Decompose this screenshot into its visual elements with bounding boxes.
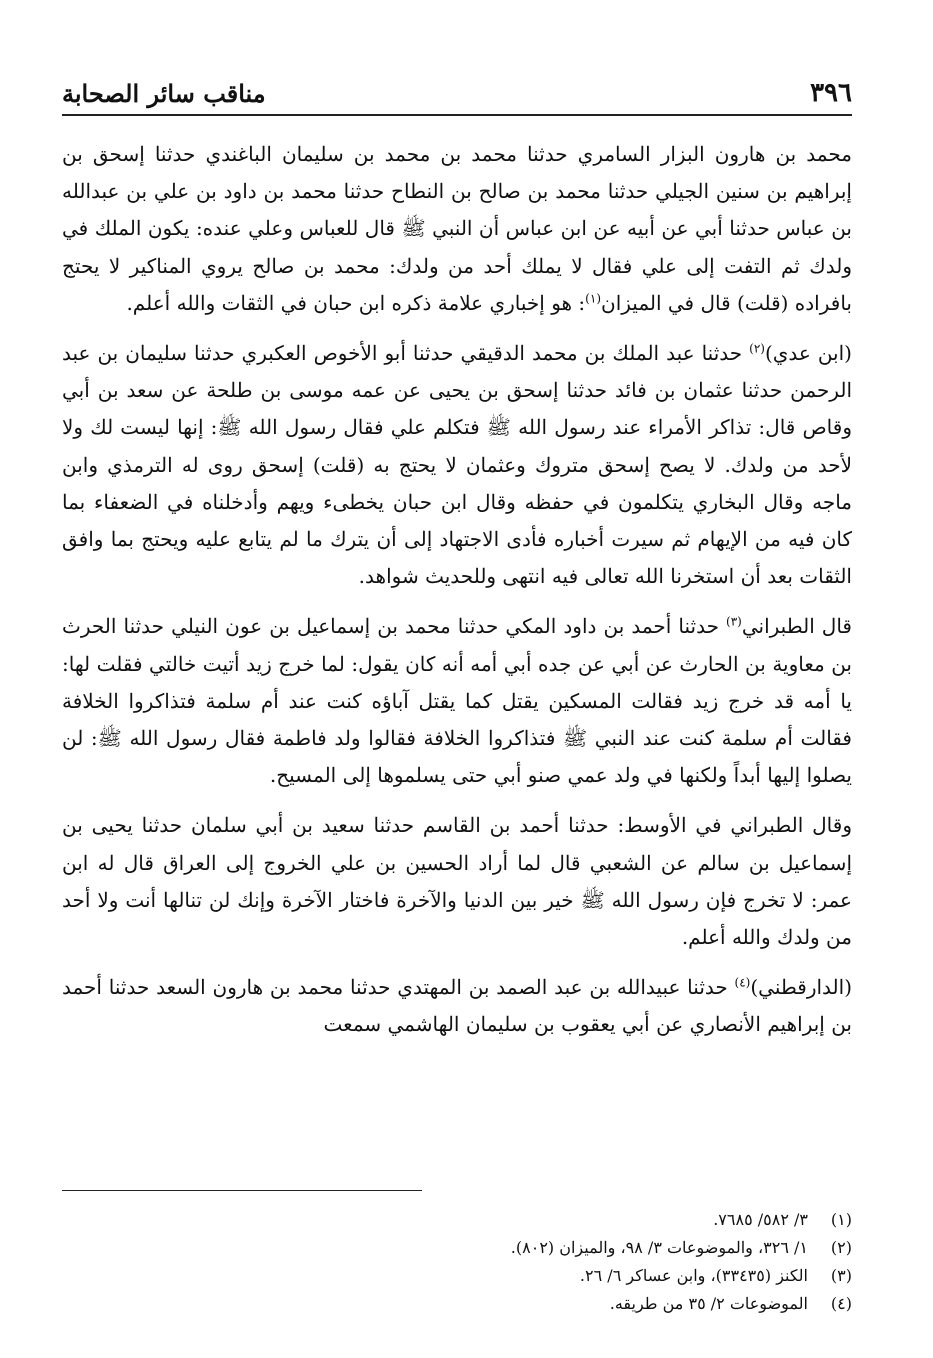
- page-number: ٣٩٦: [810, 78, 852, 108]
- running-title: مناقب سائر الصحابة: [62, 79, 266, 108]
- footnote: [62, 1206, 852, 1234]
- paragraph-text: حدثنا عبيدالله بن عبد الصمد بن المهتدي حدثنا محمد بن هارون السعد حدثنا أحمد بن إبراهيم الأنصاري عن أبي يعقوب بن سليمان الهاشمي سمعت: [62, 975, 852, 1037]
- paragraph: [62, 335, 852, 595]
- paragraph: [62, 807, 852, 956]
- footnote: [62, 1234, 852, 1262]
- paragraph-text: حدثنا أحمد بن داود المكي حدثنا محمد بن إسماعيل بن عون النيلي حدثنا الحرث بن معاوية بن الحارث عن أبي عن جده أبي أمه أنه كان يقول: لما خرج زيد أتيت خالتي فقلت لها: يا أمه قد خرج زيد فقالت المسكين يقتل كما يقتل آباؤه كنت عند أم سلمة فتذاكروا الخلافة فقالت أم سلمة كنت عند النبي ﷺ فتذاكروا الخلافة فقالوا ولد فاطمة فقال رسول الله ﷺ: لن يصلوا إليها أبداً ولكنها في ولد عمي صنو أبي حتى يسلموها إلى المسيح.: [62, 614, 853, 788]
- main-text: [62, 136, 852, 1044]
- paragraph-text: : هو إخباري علامة ذكره ابن حبان في الثقات والله أعلم.: [126, 290, 586, 315]
- footnote-ref: (٤): [734, 975, 751, 990]
- paragraph-text: وقال الطبراني في الأوسط: حدثنا أحمد بن القاسم حدثنا سعيد بن أبي سلمان حدثنا يحيى بن إسماعيل بن سالم عن الشعبي قال لما أراد الحسين بن علي الخروج إلى العراق قال له ابن عمر: لا تخرج فإن رسول الله ﷺ خير بين الدنيا والآخرة فاختار الآخرة وإنك لن تنالها أنت ولا أحد من ولدك والله أعلم.: [62, 813, 852, 950]
- paragraph-text: قال الطبراني: [741, 614, 852, 639]
- footnote: [62, 1290, 852, 1318]
- footnote-text: الكنز (٣٣٤٣٥)، وابن عساكر ٦/ ٢٦.: [579, 1266, 808, 1285]
- footnote-divider: [62, 1190, 422, 1191]
- footnote-ref: (٢): [749, 341, 765, 356]
- book-page: [62, 72, 853, 1313]
- footnote-number: (٣): [830, 1266, 852, 1285]
- paragraph-text: (ابن عدي): [764, 341, 852, 366]
- footnote: [62, 1262, 852, 1290]
- footnote-number: (٤): [830, 1294, 852, 1313]
- paragraph-text: محمد بن هارون البزار السامري حدثنا محمد بن محمد بن سليمان الباغندي حدثنا إسحق بن إبراهيم بن سنين الجيلي حدثنا محمد بن صالح بن النطاح حدثنا محمد بن داود بن علي بن عبدالله بن عباس حدثنا أبي عن أبيه عن ابن عباس أن النبي ﷺ قال للعباس وعلي عنده: يكون الملك في ولدك ثم التفت إلى علي فقال لا يملك أحد من ولدك: محمد بن صالح يروي المناكير لا يحتج بافراده (قلت) قال في الميزان: [62, 142, 852, 315]
- paragraph-text: (الدارقطني): [750, 975, 852, 1000]
- footnote-number: (١): [830, 1210, 852, 1229]
- footnote-text: الموضوعات ٢/ ٣٥ من طريقه.: [609, 1294, 808, 1313]
- footnote-number: (٢): [830, 1238, 852, 1257]
- paragraph: [62, 969, 852, 1043]
- footnote-text: ١/ ٣٢٦، والموضوعات ٣/ ٩٨، والميزان (٨٠٢).: [510, 1238, 808, 1257]
- paragraph-text: حدثنا عبد الملك بن محمد الدقيقي حدثنا أبو الأخوص العكبري حدثنا سليمان بن عبد الرحمن حدثنا عثمان بن فائد حدثنا إسحق بن يحيى عن عمه موسى بن طلحة عن سعد بن أبي وقاص قال: تذاكر الأمراء عند رسول الله ﷺ فتكلم علي فقال رسول الله ﷺ: إنها ليست لك ولا لأحد من ولدك. لا يصح إسحق متروك وعثمان لا يحتج به (قلت) إسحق روى له الترمذي وابن ماجه وقال البخاري يتكلمون في حفظه وقال ابن حبان يخطىء ويهم وأدخلناه في الضعفاء بما كان فيه من الإيهام ثم سيرت أخباره فأدى الاجتهاد إلى أن يترك ما لم يتابع عليه ويحتج بما وافق الثقات بعد أن استخرنا الله تعالى فيه انتهى وللحديث شواهد.: [62, 341, 853, 589]
- paragraph: [62, 608, 852, 794]
- paragraph: [62, 136, 852, 322]
- footnotes: [62, 1206, 852, 1318]
- footnote-ref: (١): [585, 291, 601, 306]
- running-header: [62, 72, 852, 116]
- footnote-ref: (٣): [726, 614, 742, 629]
- footnote-text: ٣/ ٥٨٢/ ٧٦٨٥.: [713, 1210, 808, 1229]
